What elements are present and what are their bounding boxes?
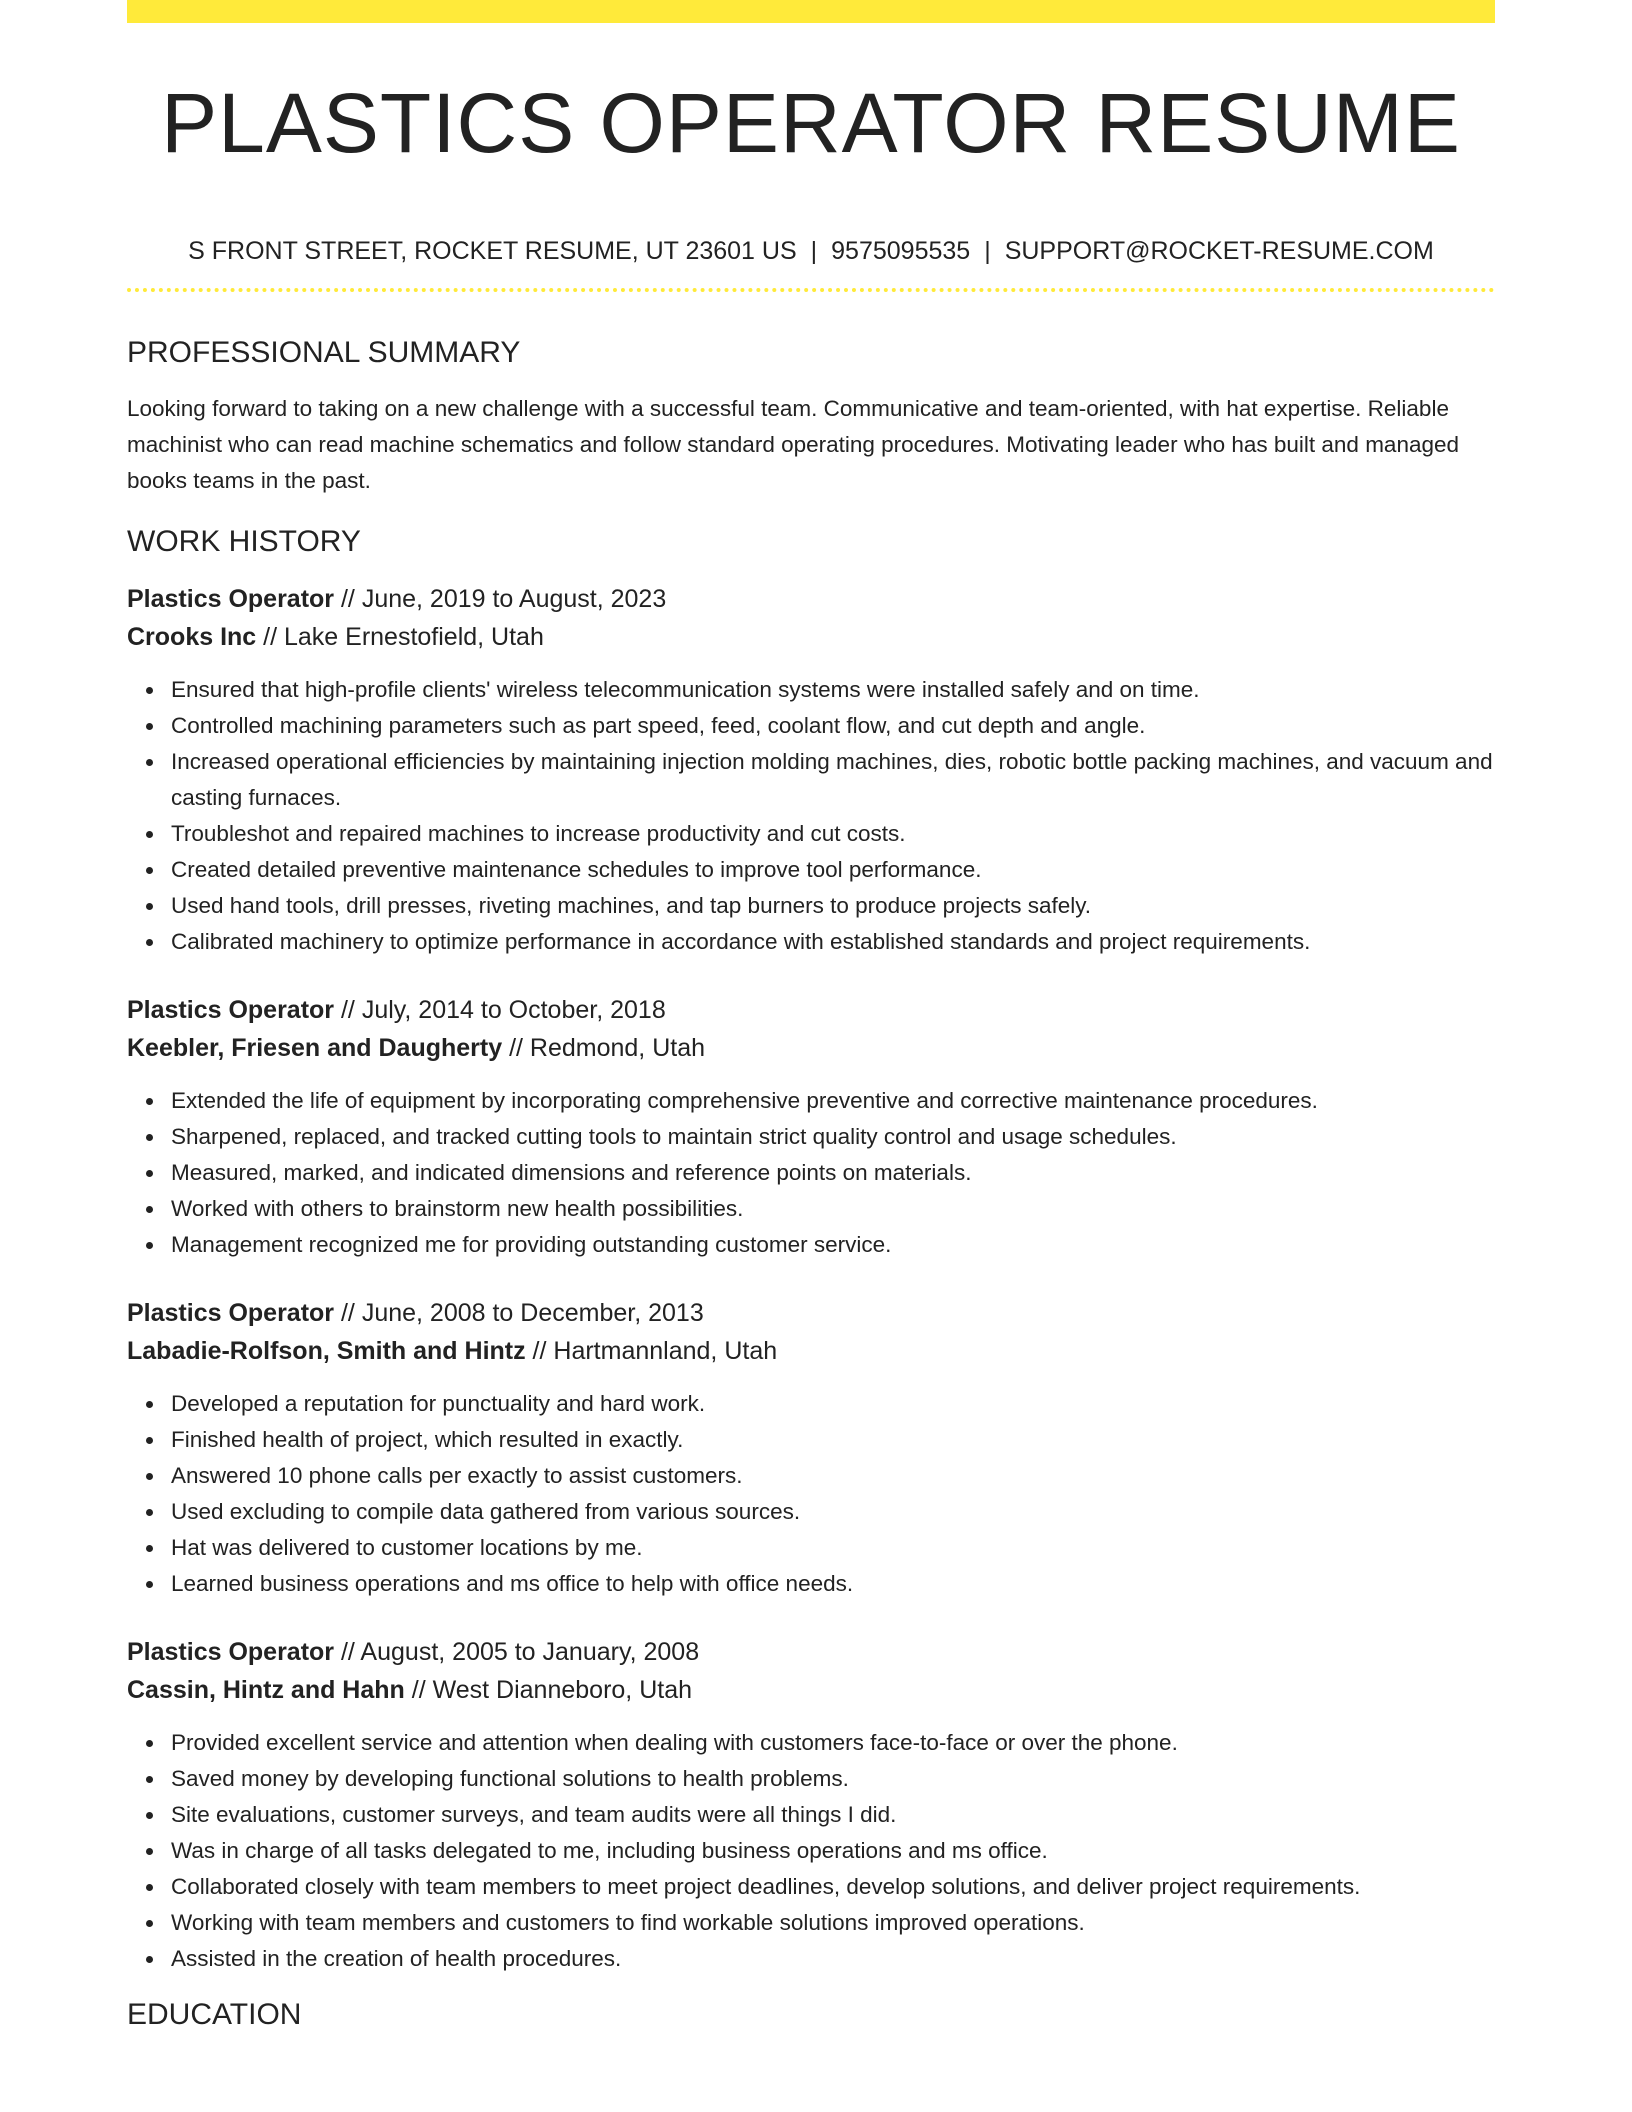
job-company: Labadie-Rolfson, Smith and Hintz [127, 1337, 526, 1365]
job-title-line [127, 991, 1495, 1029]
job-bullet-list [127, 1725, 1495, 1977]
job-dates: // August, 2005 to January, 2008 [334, 1638, 700, 1666]
job-bullet: Used excluding to compile data gathered from various sources. [171, 1494, 1495, 1530]
job-bullet-list [127, 672, 1495, 960]
contact-separator: | [984, 237, 991, 265]
contact-address: S FRONT STREET, ROCKET RESUME, UT 23601 US [188, 237, 797, 265]
job-location: // Redmond, Utah [502, 1034, 706, 1062]
job-bullet: Management recognized me for providing outstanding customer service. [171, 1227, 1495, 1263]
job-title-line [127, 580, 1495, 618]
job-entry [127, 1294, 1495, 1602]
job-entry [127, 1633, 1495, 1977]
job-title: Plastics Operator [127, 1299, 335, 1327]
job-bullet: Sharpened, replaced, and tracked cutting tools to maintain strict quality control and usage schedules. [171, 1119, 1495, 1155]
job-bullet: Finished health of project, which resulted in exactly. [171, 1422, 1495, 1458]
job-bullet: Working with team members and customers to find workable solutions improved operations. [171, 1905, 1495, 1941]
job-company: Keebler, Friesen and Daugherty [127, 1034, 503, 1062]
job-title: Plastics Operator [127, 1638, 335, 1666]
job-bullet: Used hand tools, drill presses, riveting machines, and tap burners to produce projects safely. [171, 888, 1495, 924]
job-bullet: Calibrated machinery to optimize performance in accordance with established standards and project requirements. [171, 924, 1495, 960]
job-bullet: Controlled machining parameters such as part speed, feed, coolant flow, and cut depth and angle. [171, 708, 1495, 744]
job-dates: // July, 2014 to October, 2018 [334, 996, 666, 1024]
job-bullet: Extended the life of equipment by incorporating comprehensive preventive and corrective maintenance procedures. [171, 1083, 1495, 1119]
job-company-line [127, 618, 1495, 656]
job-dates: // June, 2019 to August, 2023 [334, 585, 667, 613]
job-company-line [127, 1671, 1495, 1709]
job-bullet: Created detailed preventive maintenance schedules to improve tool performance. [171, 852, 1495, 888]
job-bullet: Answered 10 phone calls per exactly to assist customers. [171, 1458, 1495, 1494]
job-bullet: Saved money by developing functional solutions to health problems. [171, 1761, 1495, 1797]
job-bullet: Ensured that high-profile clients' wireless telecommunication systems were installed safely and on time. [171, 672, 1495, 708]
work-history-heading: WORK HISTORY [127, 525, 361, 558]
job-bullet: Increased operational efficiencies by maintaining injection molding machines, dies, robotic bottle packing machines, and vacuum and casting furnaces. [171, 744, 1495, 816]
resume-page [127, 0, 1495, 2033]
job-bullet: Learned business operations and ms office to help with office needs. [171, 1566, 1495, 1602]
top-accent-bar [127, 0, 1495, 23]
job-bullet: Was in charge of all tasks delegated to me, including business operations and ms office. [171, 1833, 1495, 1869]
job-location: // Hartmannland, Utah [525, 1337, 778, 1365]
job-bullet: Assisted in the creation of health procedures. [171, 1941, 1495, 1977]
job-dates: // June, 2008 to December, 2013 [334, 1299, 704, 1327]
job-bullet: Provided excellent service and attention when dealing with customers face-to-face or over the phone. [171, 1725, 1495, 1761]
education-heading: EDUCATION [127, 1998, 302, 2031]
job-title-line [127, 1633, 1495, 1671]
dotted-divider [127, 288, 1495, 292]
job-location: // West Dianneboro, Utah [404, 1676, 692, 1704]
contact-phone: 9575095535 [831, 237, 971, 265]
job-bullet: Measured, marked, and indicated dimensions and reference points on materials. [171, 1155, 1495, 1191]
job-title: Plastics Operator [127, 996, 335, 1024]
job-company: Crooks Inc [127, 623, 257, 651]
job-company-line [127, 1029, 1495, 1067]
job-title-line [127, 1294, 1495, 1332]
job-company: Cassin, Hintz and Hahn [127, 1676, 405, 1704]
job-bullet: Developed a reputation for punctuality and hard work. [171, 1386, 1495, 1422]
job-entry [127, 580, 1495, 960]
job-bullet: Hat was delivered to customer locations by me. [171, 1530, 1495, 1566]
job-location: // Lake Ernestofield, Utah [256, 623, 544, 651]
contact-line [127, 236, 1495, 266]
contact-email: SUPPORT@ROCKET-RESUME.COM [1004, 237, 1434, 265]
job-bullet: Site evaluations, customer surveys, and team audits were all things I did. [171, 1797, 1495, 1833]
job-bullet: Collaborated closely with team members to meet project deadlines, develop solutions, and deliver project requirements. [171, 1869, 1495, 1905]
job-bullet-list [127, 1083, 1495, 1263]
job-bullet: Worked with others to brainstorm new health possibilities. [171, 1191, 1495, 1227]
job-company-line [127, 1332, 1495, 1370]
resume-title: PLASTICS OPERATOR RESUME [161, 76, 1461, 170]
job-title: Plastics Operator [127, 585, 335, 613]
job-bullet: Troubleshot and repaired machines to increase productivity and cut costs. [171, 816, 1495, 852]
job-bullet-list [127, 1386, 1495, 1602]
work-history-list [127, 580, 1495, 1977]
summary-text: Looking forward to taking on a new challenge with a successful team. Communicative and team-oriented, with hat expertise. Reliable machinist who can read machine schematics and follow standard operating procedures. Motivating leader who has built and managed books teams in the past. [127, 396, 1460, 493]
summary-heading: PROFESSIONAL SUMMARY [127, 336, 521, 369]
contact-separator: | [810, 237, 818, 265]
job-entry [127, 991, 1495, 1263]
